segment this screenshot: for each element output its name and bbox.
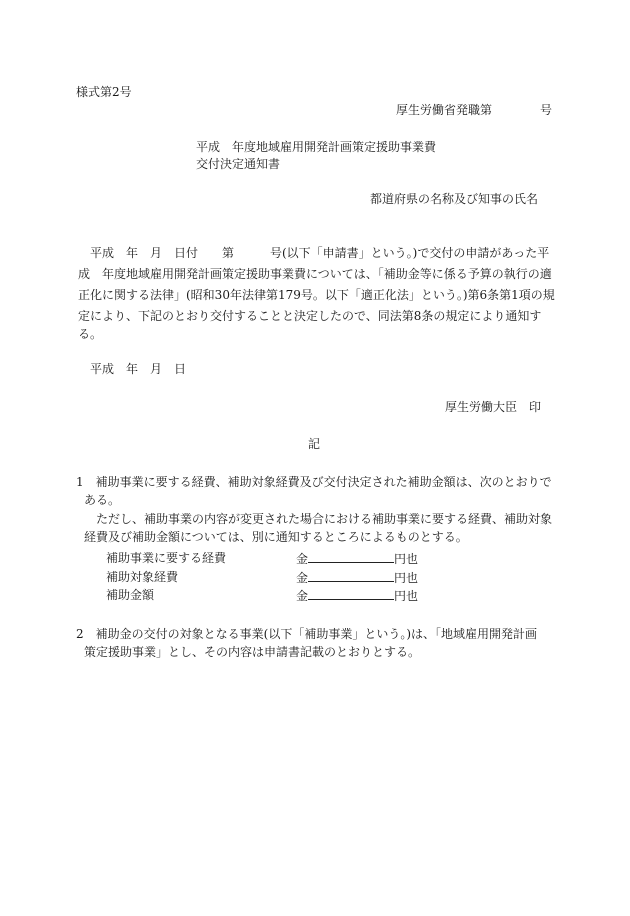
record-heading: 記 <box>308 437 321 451</box>
amount-label: 補助事業に要する経費 <box>106 551 227 565</box>
amount-suffix: 円也 <box>394 552 419 566</box>
amount-label: 補助対象経費 <box>106 570 179 584</box>
amount-prefix: 金 <box>296 589 309 603</box>
item-1-proviso-line-1: ただし、補助事業の内容が変更された場合における補助事業に要する経費、補助対象 <box>96 512 553 526</box>
amount-blank-field <box>308 588 394 600</box>
item-1-line-1: 1 補助事業に要する経費、補助対象経費及び交付決定された補助金額は、次のとおりで <box>76 475 552 489</box>
item-1-proviso-line-2: 経費及び補助金額については、別に通知するところによるものとする。 <box>84 530 468 544</box>
body-line-1: 平成 年 月 日付 第 号(以下「申請書」という。)で交付の申請があった平 <box>78 246 550 260</box>
signature-line: 厚生労働大臣 印 <box>445 400 542 414</box>
document-title-line2: 交付決定通知書 <box>196 157 281 171</box>
issue-date: 平成 年 月 日 <box>90 362 187 376</box>
form-number: 様式第2号 <box>76 85 132 99</box>
amount-blank-field <box>308 551 394 563</box>
issuer-number: 厚生労働省発職第 号 <box>396 103 553 117</box>
amount-prefix: 金 <box>296 571 309 585</box>
amount-prefix: 金 <box>296 552 309 566</box>
recipient-name: 都道府県の名称及び知事の氏名 <box>370 192 539 206</box>
body-line-5: る。 <box>78 327 103 341</box>
item-2-line-1: 2 補助金の交付の対象となる事業(以下「補助事業」という。)は、「地域雇用開発計画 <box>76 627 538 641</box>
amount-suffix: 円也 <box>394 589 419 603</box>
item-2-line-2: 策定援助事業」とし、その内容は申請書記載のとおりとする。 <box>84 645 421 659</box>
amount-suffix: 円也 <box>394 571 419 585</box>
body-line-4: 定により、下記のとおり交付することと決定したので、同法第8条の規定により通知す <box>78 309 542 323</box>
body-line-2: 成 年度地域雇用開発計画策定援助事業費については、「補助金等に係る予算の執行の適 <box>78 267 552 281</box>
document-title-line1: 平成 年度地域雇用開発計画策定援助事業費 <box>196 140 437 154</box>
amount-label: 補助金額 <box>106 588 155 602</box>
body-line-3: 正化に関する法律」(昭和30年法律第179号。以下「適正化法」という。)第6条第1項の規 <box>78 288 555 302</box>
item-1-line-2: ある。 <box>84 493 121 507</box>
amount-blank-field <box>308 570 394 582</box>
